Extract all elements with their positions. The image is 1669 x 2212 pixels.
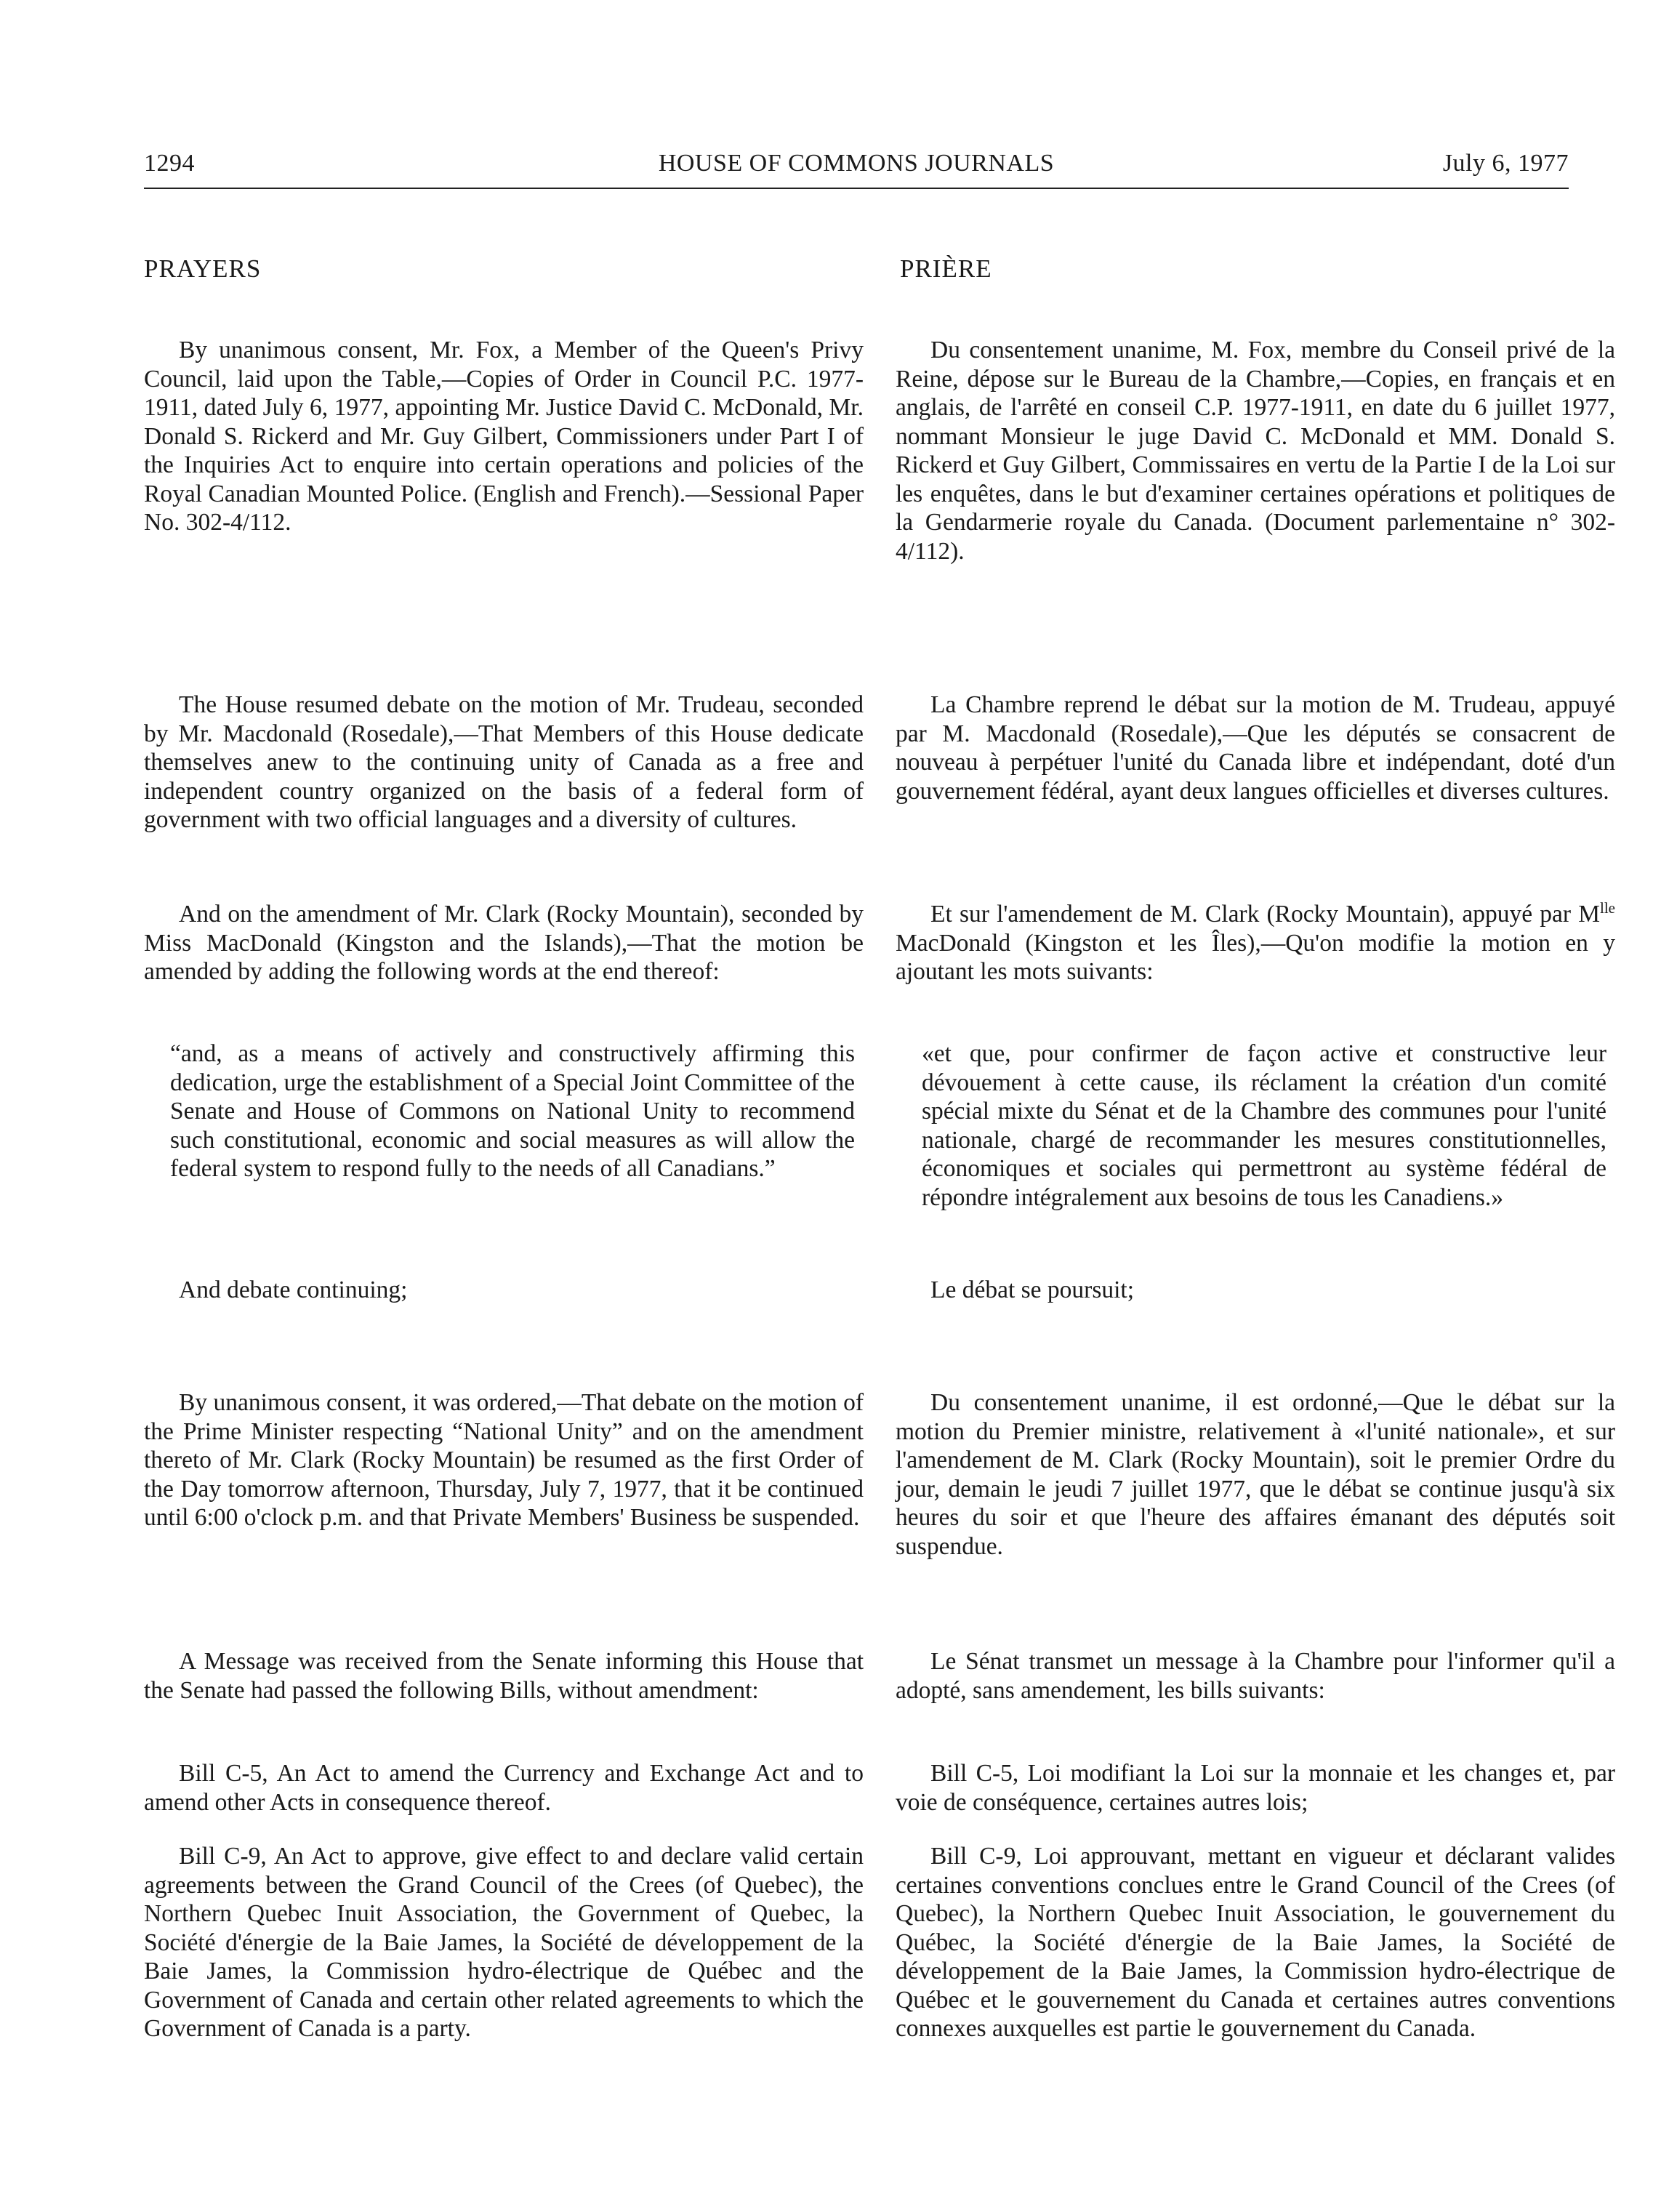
english-amendment-quote: “and, as a means of actively and constructively affirming this dedication, urge the establishment of a Special Joint Committee of the Senate and House of Commons on National Unity to recommend such constitutional, economic and social measures as will allow the federal system to respond fully to the needs of all Canadians.” <box>170 1040 855 1182</box>
french-debate-continuing: Le débat se poursuit; <box>930 1276 1135 1303</box>
french-senate-message: Le Sénat transmet un message à la Chambre pour l'informer qu'il a adopté, sans amendement, les bills suivants: <box>896 1648 1615 1704</box>
priere-heading: PRIÈRE <box>900 254 992 283</box>
english-senate-message: A Message was received from the Senate informing this House that the Senate had passed the following Bills, without amendment: <box>144 1648 864 1704</box>
english-tabling-paragraph: By unanimous consent, Mr. Fox, a Member of the Queen's Privy Council, laid upon the Table,—Copies of Order in Council P.C. 1977-1911, dated July 6, 1977, appointing Mr. Justice David C. McDonald, Mr. Donald S. Rickerd and Mr. Guy Gilbert, Commissioners under Part I of the Inquiries Act to enquire into certain operations and policies of the Royal Canadian Mounted Police. (English and French).—Sessional Paper No. 302-4/112. <box>144 337 864 536</box>
french-order-paragraph: Du consentement unanime, il est ordonné,—Que le débat sur la motion du Premier ministre, relativement à «l'unité nationale», et sur l'amendement de M. Clark (Rocky Mountain), soit le premier Ordre du jour, demain le jeudi 7 juillet 1977, que le débat se continue jusqu'à six heures du soir et que l'heure des affaires émanant des députés soit suspendue. <box>896 1389 1615 1560</box>
english-bill-c5: Bill C-5, An Act to amend the Currency and Exchange Act and to amend other Acts in consequence thereof. <box>144 1760 864 1816</box>
french-tabling-paragraph: Du consentement unanime, M. Fox, membre du Conseil privé de la Reine, dépose sur le Bureau de la Chambre,—Copies, en français et en anglais, de l'arrêté en conseil C.P. 1977-1911, en date du 6 juillet 1977, nommant Monsieur le juge David C. McDonald et MM. Donald S. Rickerd et Guy Gilbert, Commissaires en vertu de la Partie I de la Loi sur les enquêtes, dans le but d'examiner certaines opérations et politiques de la Gendarmerie royale du Canada. (Document parlementaine n° 302-4/112). <box>896 337 1615 565</box>
french-amendment-paragraph: Et sur l'amendement de M. Clark (Rocky Mountain), appuyé par $M^{lle}$ MacDonald (Kingston et les Îles),—Qu'on modifie la motion en y ajoutant les mots suivants: <box>896 898 1615 985</box>
english-bill-c9: Bill C-9, An Act to approve, give effect to and declare valid certain agreements between the Grand Council of the Crees (of Quebec), the Northern Quebec Inuit Association, the Government of Quebec, la Société d'énergie de la Baie James, la Société de développement de la Baie James, la Commission hydro-électrique de Québec and the Government of Canada and certain other related agreements to which the Government of Canada is a party. <box>144 1843 864 2042</box>
prayers-heading: PRAYERS <box>144 254 262 283</box>
english-amendment-paragraph: And on the amendment of Mr. Clark (Rocky Mountain), seconded by Miss MacDonald (Kingston and the Islands),—That the motion be amended by adding the following words at the end thereof: <box>144 901 864 985</box>
english-motion-paragraph: The House resumed debate on the motion of Mr. Trudeau, seconded by Mr. Macdonald (Rosedale),—That Members of this House dedicate themselves anew to the continuing unity of Canada as a free and independent country organized on the basis of a federal form of government with two official languages and a diversity of cultures. <box>144 691 864 833</box>
french-bill-c5: Bill C-5, Loi modifiant la Loi sur la monnaie et les changes et, par voie de conséquence, certaines autres lois; <box>896 1760 1615 1816</box>
french-amendment-quote: «et que, pour confirmer de façon active et constructive leur dévouement à cette cause, ils réclament la création d'un comité spécial mixte du Sénat et de la Chambre des communes pour l'unité nationale, chargé de recommander les mesures constitutionnelles, économiques et sociales qui permettront au système fédéral de répondre intégralement aux besoins de tous les Canadiens.» <box>922 1040 1606 1211</box>
english-order-paragraph: By unanimous consent, it was ordered,—That debate on the motion of the Prime Minister respecting “National Unity” and on the amendment thereto of Mr. Clark (Rocky Mountain) be resumed as the first Order of the Day tomorrow afternoon, Thursday, July 7, 1977, that it be continued until 6:00 o'clock p.m. and that Private Members' Business be suspended. <box>144 1389 864 1531</box>
french-bill-c9: Bill C-9, Loi approuvant, mettant en vigueur et déclarant valides certaines conventions conclues entre le Grand Council of the Crees (of Quebec), la Northern Quebec Inuit Association, le gouvernement du Québec, la Société d'énergie de la Baie James, la Société de développement de la Baie James, la Commission hydro-électrique de Québec et le gouvernement du Canada et certaines autres conventions connexes auxquelles est partie le gouvernement du Canada. <box>896 1843 1615 2042</box>
french-motion-paragraph: La Chambre reprend le débat sur la motion de M. Trudeau, appuyé par M. Macdonald (Rosedale),—Que les députés se consacrent de nouveau à perpétuer l'unité du Canada libre et indépendant, doté d'un gouvernement fédéral, ayant deux langues officielles et diverses cultures. <box>896 691 1615 805</box>
journal-title: HOUSE OF COMMONS JOURNALS <box>658 150 1055 177</box>
page-header <box>144 145 1569 189</box>
journal-date: July 6, 1977 <box>1442 150 1569 177</box>
english-debate-continuing: And debate continuing; <box>179 1276 408 1303</box>
page-number: 1294 <box>144 150 195 177</box>
